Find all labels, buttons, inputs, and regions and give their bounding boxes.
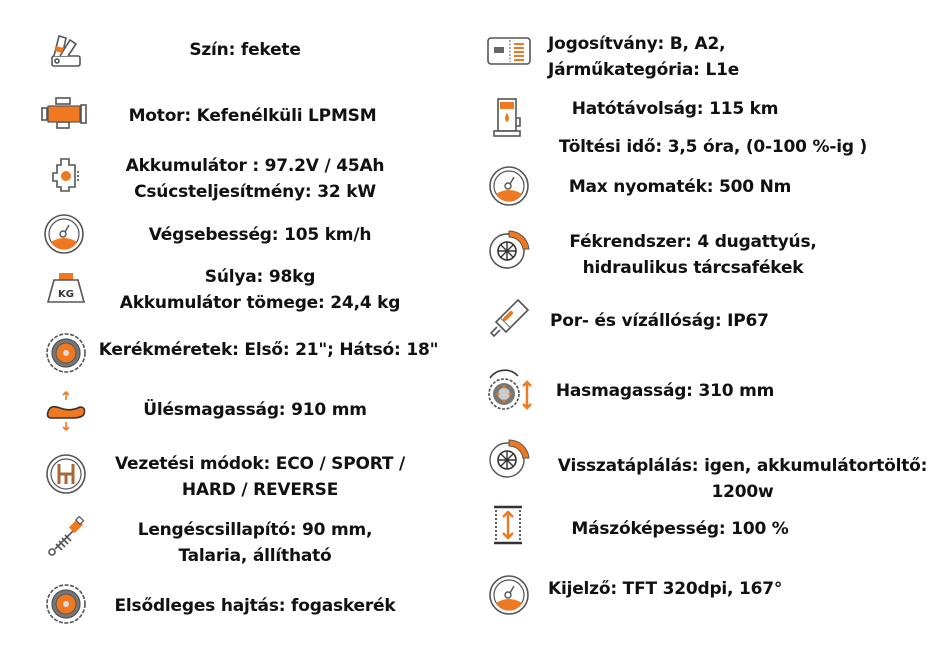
climbing-ability-icon — [488, 504, 532, 548]
spec-wheel-size: Kerékméretek: Első: 21"; Hátsó: 18" — [98, 340, 439, 360]
gear-shift-icon — [44, 452, 88, 496]
spec-climbing-ability: Mászóképesség: 100 % — [571, 519, 789, 539]
svg-text:KG: KG — [58, 289, 74, 300]
sealant-tube-icon — [488, 296, 532, 340]
charging-station-icon — [488, 96, 532, 140]
spec-regeneration: Visszatáplálás: igen, akkumulátortöltő: 1200w — [557, 456, 928, 502]
spec-range: Hatótávolság: 115 km — [571, 99, 779, 119]
speedometer-icon — [42, 212, 86, 256]
spec-riding-modes: Vezetési módok: ECO / SPORT / HARD / REVERSE — [115, 454, 405, 500]
spec-color: Szín: fekete — [189, 40, 301, 60]
spec-battery: Akkumulátor : 97.2V / 45Ah Csúcsteljesítmény: 32 kW — [125, 156, 385, 202]
spec-motor: Motor: Kefenélküli LPMSM — [128, 106, 377, 126]
spec-suspension: Lengéscsillapító: 90 mm, Talaria, állítható — [137, 520, 373, 566]
engine-motor-icon — [40, 92, 88, 136]
spec-display: Kijelző: TFT 320dpi, 167° — [548, 579, 783, 599]
seat-height-icon — [44, 390, 88, 434]
color-swatch-icon — [44, 30, 88, 74]
spec-weight: Súlya: 98kg Akkumulátor tömege: 24,4 kg — [119, 267, 401, 313]
spec-primary-drive: Elsődleges hajtás: fogaskerék — [114, 596, 396, 616]
wheel-icon — [44, 331, 88, 375]
shock-absorber-icon — [44, 516, 88, 560]
spec-charging-time: Töltési idő: 3,5 óra, (0-100 %-ig ) — [558, 137, 868, 157]
speedometer-icon — [487, 164, 531, 208]
battery-engine-icon — [44, 153, 88, 197]
spec-seat-height: Ülésmagasság: 910 mm — [143, 400, 367, 420]
speedometer-icon — [487, 573, 531, 617]
spec-top-speed: Végsebesség: 105 km/h — [148, 225, 372, 245]
ground-clearance-icon — [486, 368, 536, 412]
wheel-icon — [44, 582, 88, 626]
brake-disc-icon — [487, 436, 533, 480]
spec-license: Jogosítvány: B, A2, Járműkategória: L1e — [548, 34, 740, 80]
brake-disc-icon — [487, 227, 533, 271]
spec-ground-clearance: Hasmagasság: 310 mm — [555, 381, 775, 401]
spec-brakes: Fékrendszer: 4 dugattyús, hidraulikus tárcsafékek — [569, 232, 817, 278]
spec-max-torque: Max nyomaték: 500 Nm — [568, 177, 792, 197]
license-card-icon — [486, 32, 532, 72]
spec-ip-rating: Por- és vízállóság: IP67 — [550, 311, 769, 331]
weight-kg-icon — [44, 270, 88, 314]
